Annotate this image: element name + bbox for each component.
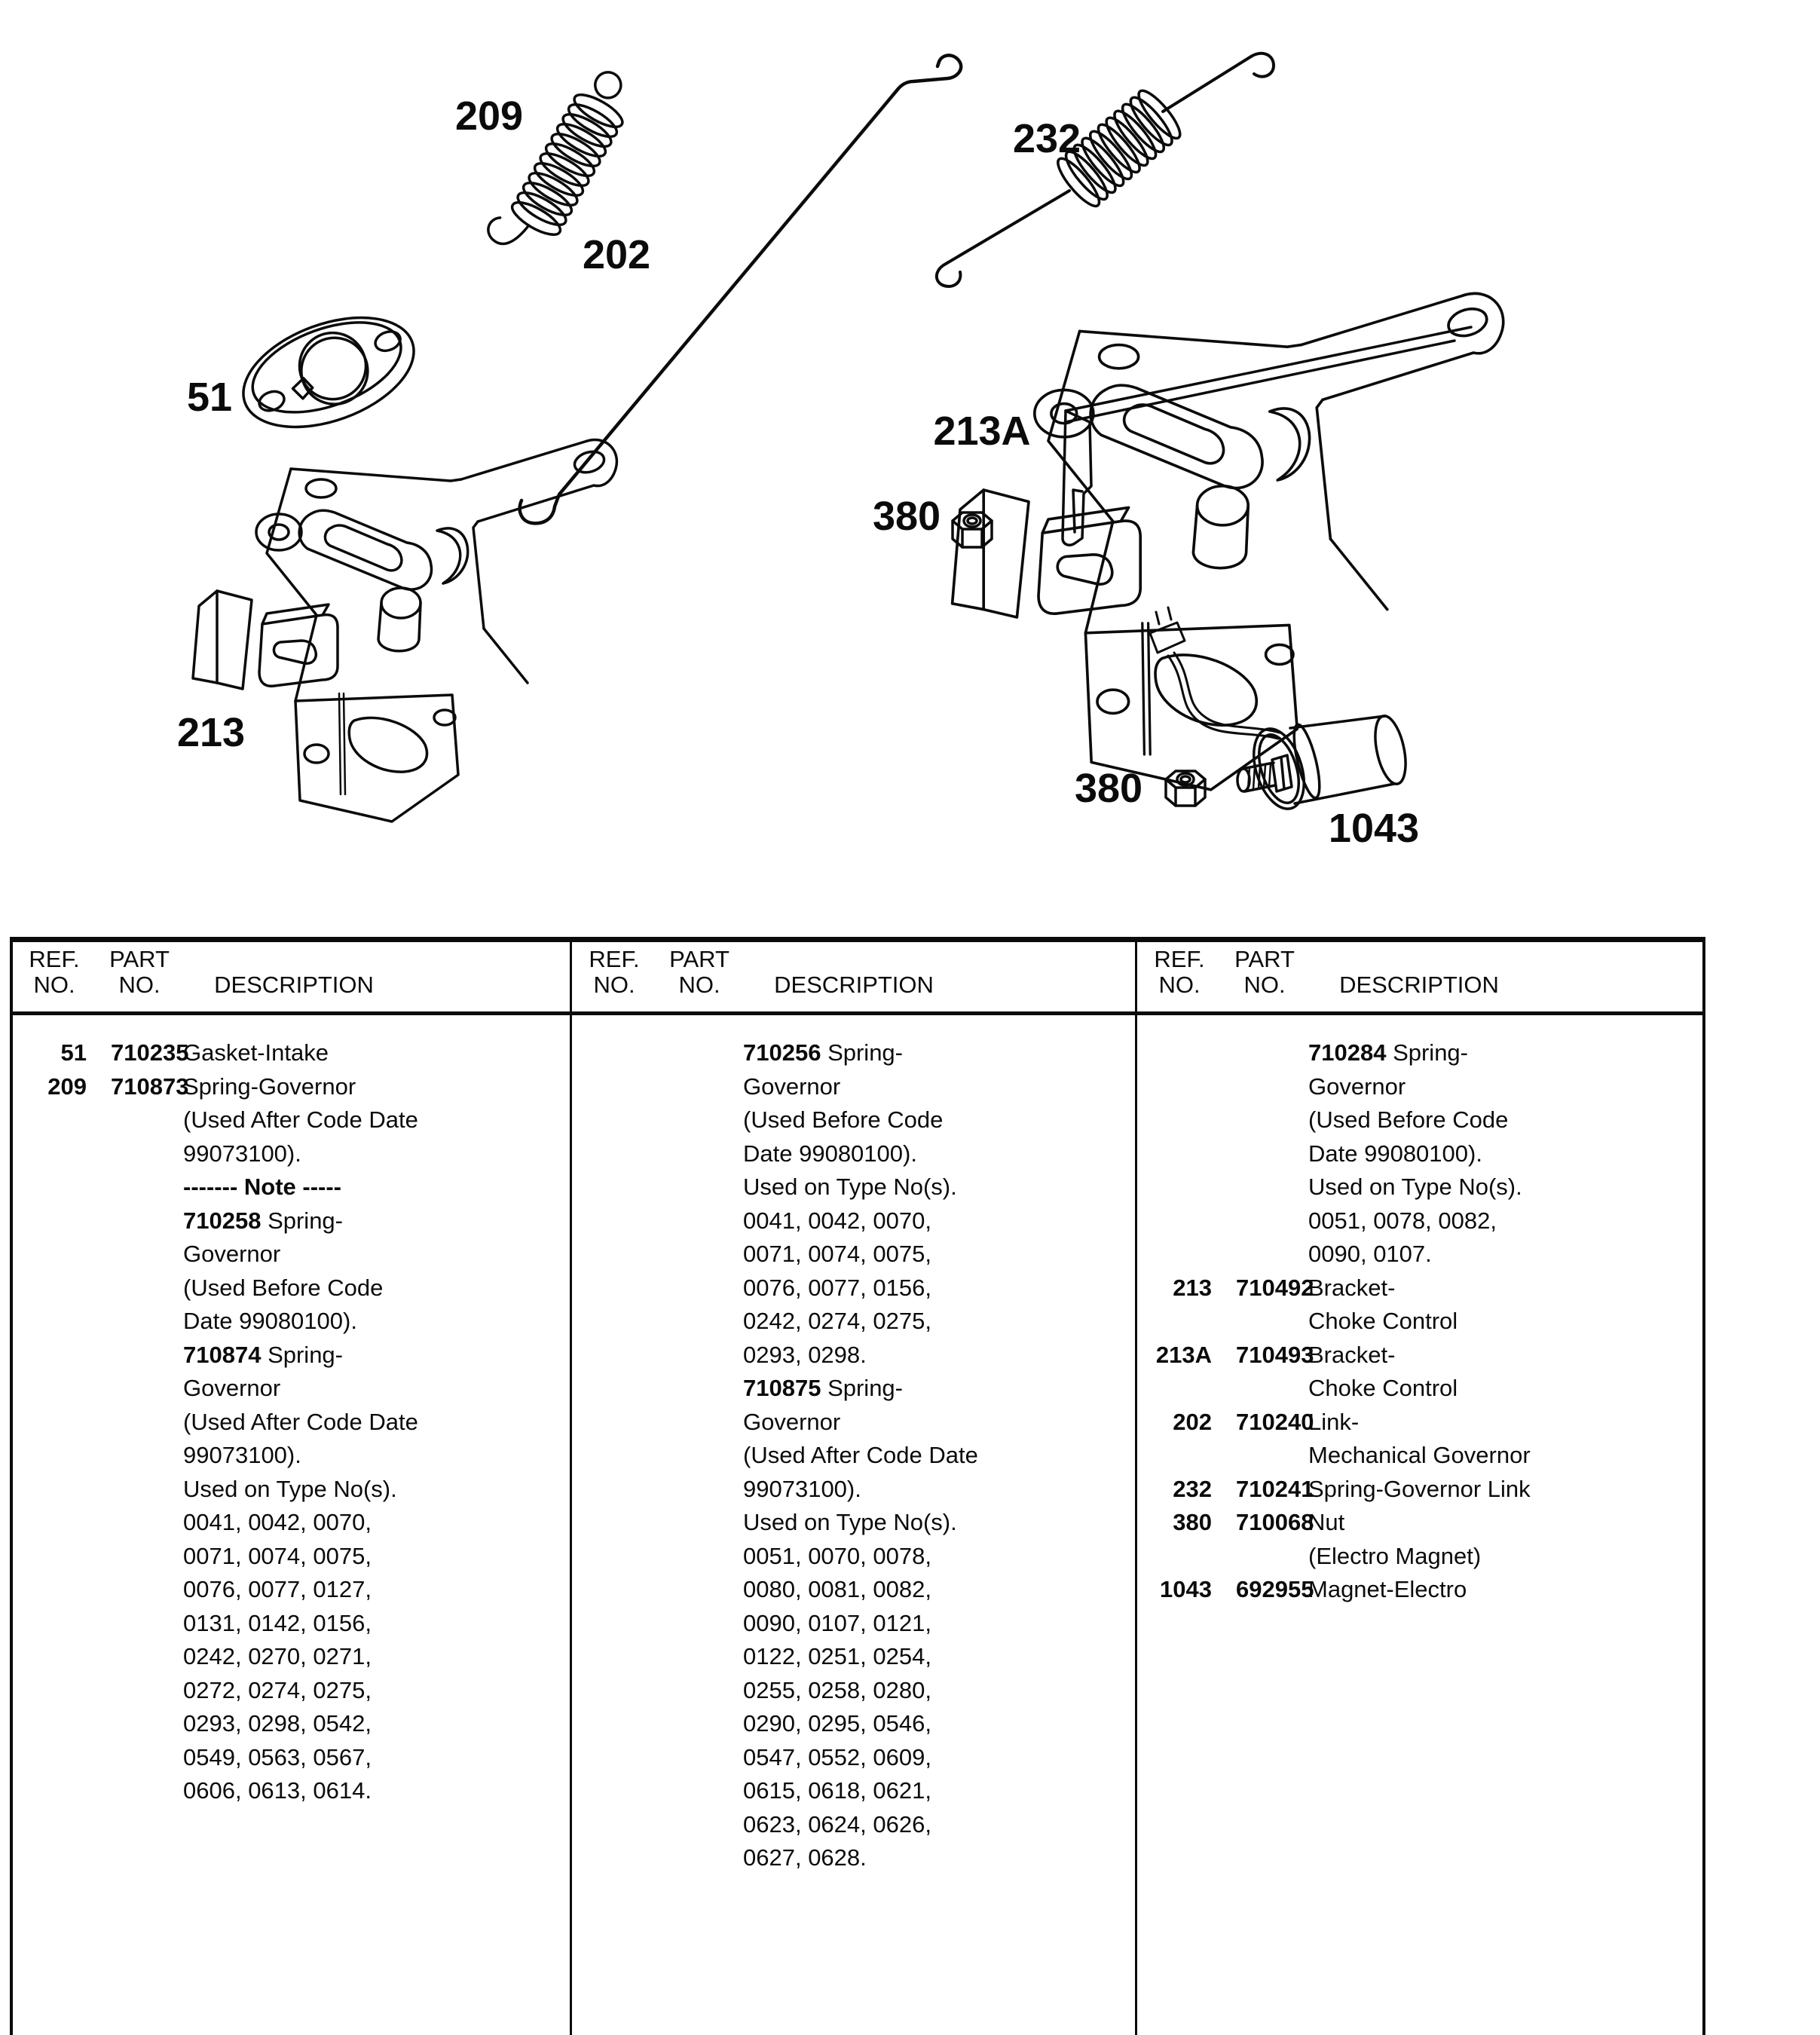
table-row: 0090, 0107. — [1308, 1241, 1432, 1267]
table-row: Governor — [1308, 1073, 1406, 1100]
table-row: Date 99080100). — [743, 1140, 917, 1167]
table-row: 0615, 0618, 0621, — [743, 1777, 931, 1804]
table-row: Governor — [743, 1073, 841, 1100]
header-ref-no-3: REF. NO. — [1154, 946, 1205, 998]
table-row: 710284 Spring- — [1308, 1039, 1468, 1066]
table-row: 0071, 0074, 0075, — [743, 1241, 931, 1267]
callout-1043: 1043 — [1328, 806, 1420, 851]
callout-380-upper: 380 — [872, 494, 941, 539]
table-row: Used on Type No(s). — [743, 1509, 957, 1535]
gasket-51-drawing — [228, 297, 429, 448]
table-row: 0606, 0613, 0614. — [183, 1777, 372, 1804]
table-top-border — [10, 937, 1705, 942]
table-row: Used on Type No(s). — [1308, 1174, 1522, 1200]
table-row: 99073100). — [743, 1475, 861, 1502]
table-row: Date 99080100). — [1308, 1140, 1482, 1167]
table-column — [1136, 1036, 1700, 1606]
table-row: 0242, 0270, 0271, — [183, 1643, 372, 1669]
table-row: 1043 692955 Magnet-Electro — [1160, 1576, 1467, 1602]
table-row: 0131, 0142, 0156, — [183, 1609, 372, 1636]
callout-202: 202 — [582, 232, 651, 277]
table-row: 0071, 0074, 0075, — [183, 1542, 372, 1569]
callout-209: 209 — [454, 93, 524, 139]
callout-232: 232 — [1012, 116, 1081, 161]
header-description-2: DESCRIPTION — [774, 972, 934, 998]
bracket-213-drawing — [193, 440, 616, 822]
table-row: 710874 Spring- — [183, 1341, 343, 1368]
table-row: (Used After Code Date — [743, 1442, 978, 1468]
table-row: 0122, 0251, 0254, — [743, 1643, 931, 1669]
table-row: (Used Before Code — [1308, 1106, 1509, 1133]
table-row: Used on Type No(s). — [743, 1174, 957, 1200]
parts-diagram — [0, 0, 1820, 942]
header-description-1: DESCRIPTION — [214, 972, 374, 998]
table-column — [11, 1036, 575, 1807]
table-row: 0242, 0274, 0275, — [743, 1308, 931, 1334]
header-ref-no-2: REF. NO. — [589, 946, 640, 998]
table-row: (Used Before Code — [183, 1274, 384, 1301]
table-row: Mechanical Governor — [1308, 1442, 1531, 1468]
table-row: 0051, 0070, 0078, — [743, 1542, 931, 1569]
table-right-border — [1702, 937, 1705, 2035]
table-row: 0041, 0042, 0070, — [743, 1207, 931, 1234]
table-row: 0627, 0628. — [743, 1844, 867, 1871]
callout-51: 51 — [186, 375, 233, 420]
table-row: Used on Type No(s). — [183, 1475, 397, 1502]
table-row: 710256 Spring- — [743, 1039, 903, 1066]
table-row: 202 710240 Link- — [1173, 1408, 1360, 1435]
table-row: (Electro Magnet) — [1308, 1542, 1482, 1569]
table-column — [571, 1036, 1135, 1874]
header-description-3: DESCRIPTION — [1339, 972, 1499, 998]
callout-213a: 213A — [933, 409, 1031, 454]
table-row: 99073100). — [183, 1442, 301, 1468]
table-row: 0547, 0552, 0609, — [743, 1743, 931, 1770]
callout-213: 213 — [176, 710, 246, 755]
table-row: 209 710873 Spring-Governor — [47, 1073, 356, 1100]
table-header-underline — [10, 1011, 1705, 1015]
table-row: 0293, 0298, 0542, — [183, 1710, 372, 1737]
table-row: Governor — [183, 1375, 281, 1401]
spring-232-drawing — [937, 54, 1274, 286]
table-row: 232 710241 Spring-Governor Link — [1173, 1475, 1531, 1502]
table-row: Choke Control — [1308, 1375, 1458, 1401]
table-row: 213A 710493 Bracket- — [1155, 1341, 1396, 1368]
table-row: Date 99080100). — [183, 1308, 357, 1334]
table-row: Governor — [743, 1408, 841, 1435]
header-part-no-2: PART NO. — [669, 946, 730, 998]
table-row: 0041, 0042, 0070, — [183, 1509, 372, 1535]
table-row: 710875 Spring- — [743, 1375, 903, 1401]
table-row: 0076, 0077, 0156, — [743, 1274, 931, 1301]
header-part-no-1: PART NO. — [109, 946, 170, 998]
table-row: 51 710235 Gasket-Intake — [60, 1039, 329, 1066]
table-row: 0051, 0078, 0082, — [1308, 1207, 1497, 1234]
table-row: 710258 Spring- — [183, 1207, 343, 1234]
table-row: (Used After Code Date — [183, 1106, 418, 1133]
table-row: Governor — [183, 1241, 281, 1267]
table-row: 0290, 0295, 0546, — [743, 1710, 931, 1737]
table-row: 0623, 0624, 0626, — [743, 1810, 931, 1838]
bracket-213a-drawing — [953, 293, 1503, 789]
table-row: 0255, 0258, 0280, — [743, 1676, 931, 1703]
callout-380-lower: 380 — [1074, 766, 1143, 811]
table-row: ------- Note ----- — [183, 1174, 341, 1200]
table-row: 0549, 0563, 0567, — [183, 1743, 372, 1770]
table-row: 0076, 0077, 0127, — [183, 1576, 372, 1602]
table-row: (Used After Code Date — [183, 1408, 418, 1435]
table-row: 99073100). — [183, 1140, 301, 1167]
table-row: Choke Control — [1308, 1308, 1458, 1334]
header-ref-no-1: REF. NO. — [29, 946, 80, 998]
table-row: 380 710068 Nut — [1173, 1509, 1345, 1535]
table-row: 0293, 0298. — [743, 1341, 867, 1368]
header-part-no-3: PART NO. — [1234, 946, 1295, 998]
table-row: 0080, 0081, 0082, — [743, 1576, 931, 1602]
table-row: (Used Before Code — [743, 1106, 944, 1133]
table-row: 213 710492 Bracket- — [1173, 1274, 1396, 1301]
table-row: 0272, 0274, 0275, — [183, 1676, 372, 1703]
table-row: 0090, 0107, 0121, — [743, 1609, 931, 1636]
